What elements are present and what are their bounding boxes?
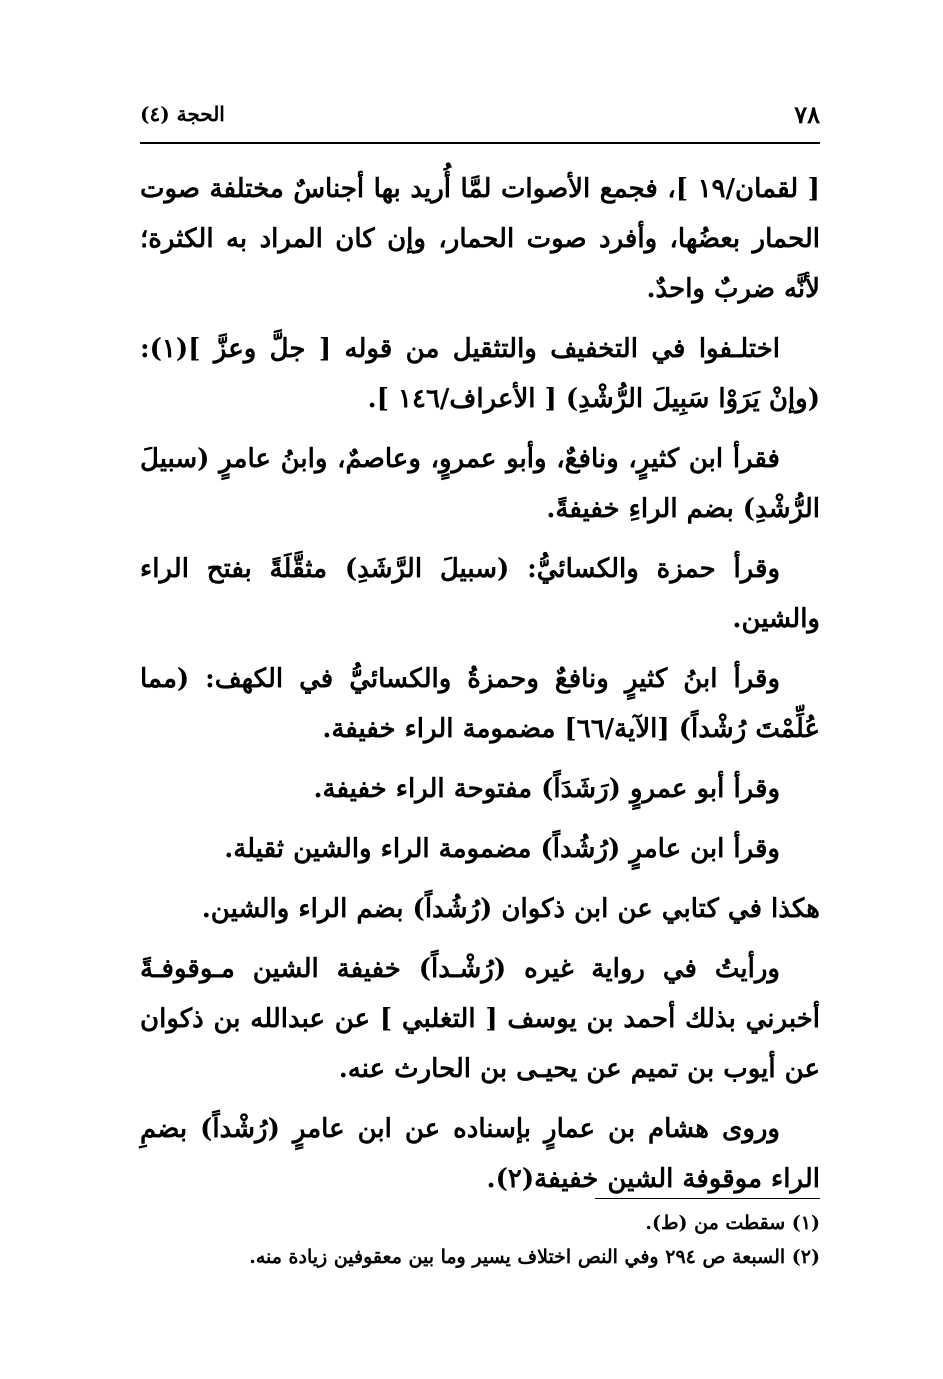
running-title: الحجة (٤) [140, 102, 225, 126]
paragraph: وقرأ ابنُ كثيرٍ ونافعٌ وحمزةُ والكسائيُّ في الكهف: (مما عُلِّمْتَ رُشْداً) [الآية/٦٦] مضمومة الراء خفيفة. [140, 664, 820, 744]
footnote: (١) سقطت من (ط). [645, 1212, 820, 1234]
page-number: ٧٨ [794, 100, 820, 129]
paragraph: فقرأ ابن كثيرٍ، ونافعٌ، وأبو عمروٍ، وعاصمٌ، وابنُ عامرٍ (سبيلَ الرُّشْدِ) بضم الراءِ خفيفةً. [140, 444, 820, 524]
page-header [140, 96, 820, 140]
footnote-rule [595, 1198, 820, 1199]
paragraph: وقرأ ابن عامرٍ (رُشُداً) مضمومة الراء والشين ثقيلة. [224, 834, 780, 864]
paragraph: اختلـفوا في التخفيف والتثقيل من قوله [ جلَّ وعزَّ ](١): (وإنْ يَرَوْا سَبِيلَ الرُّشْدِ) [ الأعراف/١٤٦ ]. [140, 334, 820, 414]
paragraph: هكذا في كتابي عن ابن ذكوان (رُشُداً) بضم الراء والشين. [201, 894, 820, 924]
footnotes [140, 1206, 820, 1274]
paragraph: [ لقمان/١٩ ]، فجمع الأصوات لمَّا أُريد بها أجناسٌ مختلفة صوت الحمار بعضُها، وأفرد صوت الحمار، وإن كان المراد به الكثرة؛ لأنَّه ضربٌ واحدٌ. [140, 174, 820, 304]
footnote: (٢) السبعة ص ٢٩٤ وفي النص اختلاف يسير وما بين معقوفين زيادة منه. [249, 1246, 820, 1268]
body-text [140, 164, 820, 1214]
paragraph: وقرأ حمزة والكسائيُّ: (سبيلَ الرَّشَدِ) مثقَّلَةً بفتح الراء والشين. [140, 554, 820, 634]
header-rule [140, 142, 820, 144]
paragraph: وقرأ أبو عمروٍ (رَشَدَاً) مفتوحة الراء خفيفة. [313, 774, 780, 804]
paragraph: ورأيتُ في رواية غيره (رُشْـداً) خفيفة الشين مـوقوفـةً أخبرني بذلك أحمد بن يوسف [ التغلبي ] عن عبدالله بن ذكوان عن أيوب بن تميم عن يحيـى بن الحارث عنه. [140, 954, 820, 1084]
paragraph: وروى هشام بن عمارٍ بإسناده عن ابن عامرٍ (رُشْداً) بضمِ الراء موقوفة الشين خفيفة(٢). [140, 1114, 820, 1194]
